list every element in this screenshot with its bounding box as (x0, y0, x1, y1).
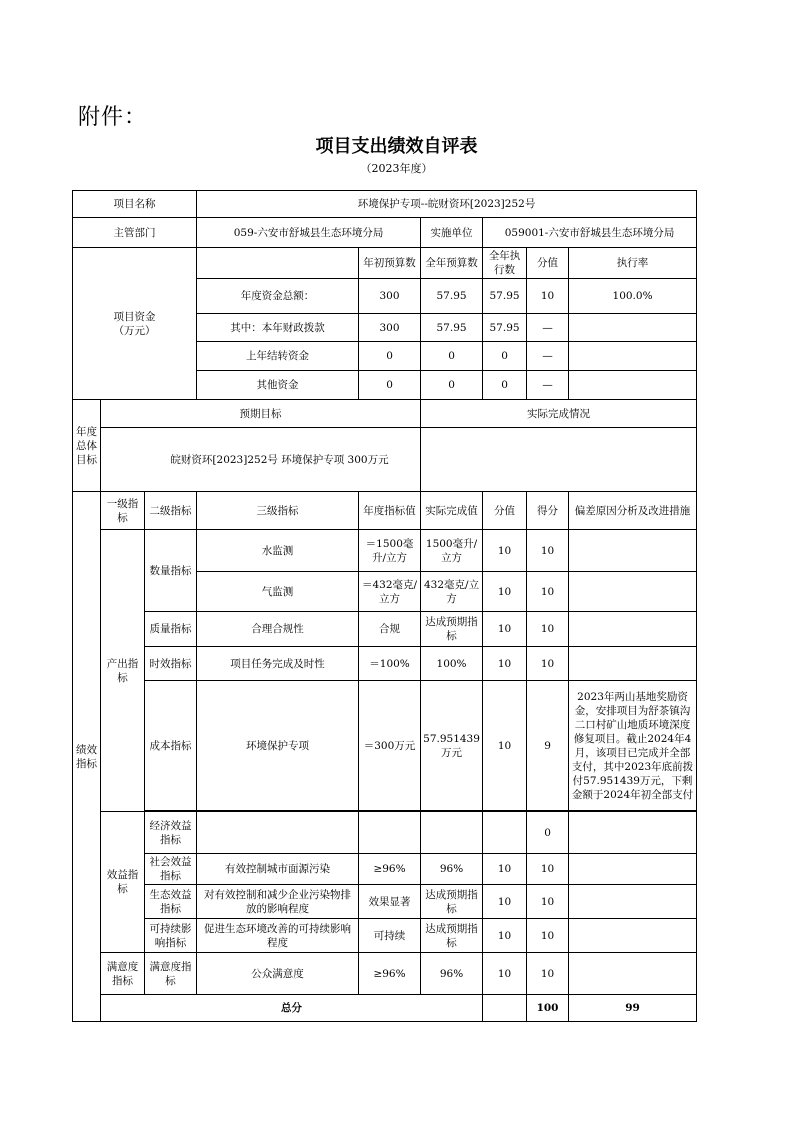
actual-goal-header: 实际完成情况 (421, 400, 697, 428)
indicator-got: 10 (527, 953, 569, 995)
indicator-got: 9 (527, 681, 569, 811)
funds-row-label: 其中：本年财政拨款 (197, 314, 359, 342)
funds-cell: 57.95 (483, 279, 527, 314)
indicator-note (569, 854, 697, 885)
indicator-name: 水监测 (197, 530, 359, 572)
indicator-note (569, 647, 697, 681)
total-row (73, 995, 697, 1022)
funds-cell: 57.95 (483, 314, 527, 342)
total-score: 100 (527, 995, 569, 1022)
indicator-actual: 达成预期指标 (421, 885, 483, 919)
indicator-score: 10 (483, 854, 527, 885)
total-blank (483, 995, 527, 1022)
indicator-row-econ (73, 812, 697, 854)
indicator-header-cell: 一级指标 (101, 492, 145, 530)
attachment-label: 附件： (78, 105, 148, 130)
indicator-note (569, 572, 697, 612)
indicator-name: 促进生态环境改善的可持续影响程度 (197, 919, 359, 953)
indicator-note (569, 812, 697, 854)
funds-cell: 300 (359, 314, 421, 342)
indicator-header-cell: 实际完成值 (421, 492, 483, 530)
indicator-actual (421, 812, 483, 854)
funds-cell (569, 342, 697, 371)
quality-indicator-label: 质量指标 (145, 612, 197, 647)
indicator-actual: 100% (421, 647, 483, 681)
indicator-header-cell: 三级指标 (197, 492, 359, 530)
indicator-note (569, 612, 697, 647)
time-indicator-label: 时效指标 (145, 647, 197, 681)
funds-cell: — (527, 371, 569, 400)
eco-indicator-label: 生态效益指标 (145, 885, 197, 919)
funds-header-cell: 年初预算数 (359, 248, 421, 279)
indicator-note (569, 885, 697, 919)
indicator-actual: 1500毫升/立方 (421, 530, 483, 572)
funds-cell: 0 (421, 371, 483, 400)
indicator-row-sustain (73, 919, 697, 953)
project-name-value: 环境保护专项--皖财资环[2023]252号 (197, 191, 697, 218)
funds-header-cell: 全年预算数 (421, 248, 483, 279)
indicator-note: 2023年两山基地奖励资金，安排项目为舒茶镇沟二口村矿山地质环境深度修复项目。截止2024年4月，该项目已完成并全部支付，其中2023年底前拨付57.951439万元，下剩金额于2024年初全部支付 (569, 681, 697, 811)
funds-cell: 57.95 (421, 279, 483, 314)
funds-row-label: 年度资金总额： (197, 279, 359, 314)
indicator-header-cell: 偏差原因分析及改进措施 (569, 492, 697, 530)
satisfaction-indicator-label: 满意度指标 (101, 953, 145, 995)
project-name-label: 项目名称 (73, 191, 197, 218)
indicator-target: ＝300万元 (359, 681, 421, 811)
impl-value: 059001-六安市舒城县生态环境分局 (483, 218, 697, 248)
sustain-indicator-label: 可持续影响指标 (145, 919, 197, 953)
indicator-score: 10 (483, 953, 527, 995)
goals-content-row (73, 428, 697, 492)
indicator-target: 合规 (359, 612, 421, 647)
page-title: 项目支出绩效自评表 (315, 136, 478, 157)
indicator-got: 10 (527, 854, 569, 885)
indicator-note (569, 530, 697, 572)
indicator-score: 10 (483, 885, 527, 919)
indicator-target: ＝100% (359, 647, 421, 681)
funds-header-cell: 执行率 (569, 248, 697, 279)
indicator-actual: 96% (421, 854, 483, 885)
funds-cell (569, 371, 697, 400)
page-subtitle-year: （2023年度） (360, 162, 433, 175)
funds-cell: 0 (483, 342, 527, 371)
total-got: 99 (569, 995, 697, 1022)
dept-label: 主管部门 (73, 218, 197, 248)
funds-cell: 100.0% (569, 279, 697, 314)
indicator-target: ≥96% (359, 854, 421, 885)
indicator-row-quality (73, 612, 697, 647)
funds-header-row (73, 248, 697, 279)
indicator-note (569, 953, 697, 995)
indicator-got: 10 (527, 612, 569, 647)
funds-row-label: 其他资金 (197, 371, 359, 400)
impl-label: 实施单位 (421, 218, 483, 248)
indicator-name: 公众满意度 (197, 953, 359, 995)
social-indicator-label: 社会效益指标 (145, 854, 197, 885)
indicator-score: 10 (483, 612, 527, 647)
quantity-indicator-label: 数量指标 (145, 530, 197, 612)
indicator-row-water (73, 530, 697, 572)
indicator-score: 10 (483, 647, 527, 681)
indicator-target: ＝1500毫升/立方 (359, 530, 421, 572)
expected-goal-header: 预期目标 (101, 400, 421, 428)
funds-header-cell: 全年执行数 (483, 248, 527, 279)
indicator-name (197, 812, 359, 854)
funds-cell: — (527, 342, 569, 371)
indicator-score: 10 (483, 530, 527, 572)
indicator-header-cell: 得分 (527, 492, 569, 530)
econ-indicator-label: 经济效益指标 (145, 812, 197, 854)
indicator-row-cost (73, 681, 697, 811)
indicator-target: 效果显著 (359, 885, 421, 919)
indicator-name: 气监测 (197, 572, 359, 612)
indicator-actual: 达成预期指标 (421, 919, 483, 953)
funds-header-cell: 分值 (527, 248, 569, 279)
indicator-score (483, 812, 527, 854)
expected-goal-text: 皖财资环[2023]252号 环境保护专项 300万元 (101, 428, 421, 492)
performance-table (72, 190, 697, 1022)
indicator-row-social (73, 854, 697, 885)
goals-label: 年度总体目标 (73, 400, 101, 492)
indicator-header-cell: 年度指标值 (359, 492, 421, 530)
funds-cell: — (527, 314, 569, 342)
indicator-row-eco (73, 885, 697, 919)
indicator-got: 0 (527, 812, 569, 854)
indicator-target (359, 812, 421, 854)
indicator-actual: 96% (421, 953, 483, 995)
indicator-row-time (73, 647, 697, 681)
indicator-got: 10 (527, 885, 569, 919)
project-name-row (73, 191, 697, 218)
indicator-header-cell: 分值 (483, 492, 527, 530)
indicators-header-row (73, 492, 697, 530)
funds-cell: 0 (359, 342, 421, 371)
funds-cell: 0 (483, 371, 527, 400)
funds-cell: 0 (359, 371, 421, 400)
indicator-name: 对有效控制和减少企业污染物排放的影响程度 (197, 885, 359, 919)
indicator-actual: 57.951439万元 (421, 681, 483, 811)
indicator-note (569, 919, 697, 953)
benefit-indicator-label: 效益指标 (101, 812, 145, 953)
funds-cell: 300 (359, 279, 421, 314)
indicator-target: ＝432毫克/立方 (359, 572, 421, 612)
indicator-actual: 达成预期指标 (421, 612, 483, 647)
indicators-label: 绩效指标 (73, 492, 101, 1022)
output-indicator-label: 产出指标 (101, 530, 145, 812)
indicator-name: 合理合规性 (197, 612, 359, 647)
indicator-name: 环境保护专项 (197, 681, 359, 811)
indicator-score: 10 (483, 572, 527, 612)
indicator-got: 10 (527, 919, 569, 953)
department-row (73, 218, 697, 248)
indicator-header-cell: 二级指标 (145, 492, 197, 530)
funds-cell: 0 (421, 342, 483, 371)
indicator-actual: 432毫克/立方 (421, 572, 483, 612)
indicator-name: 项目任务完成及时性 (197, 647, 359, 681)
funds-cell (569, 314, 697, 342)
funds-label: 项目资金 （万元） (73, 248, 197, 400)
indicator-target: 可持续 (359, 919, 421, 953)
funds-row-label: 上年结转资金 (197, 342, 359, 371)
cost-indicator-label: 成本指标 (145, 681, 197, 811)
indicator-got: 10 (527, 572, 569, 612)
indicator-target: ≥96% (359, 953, 421, 995)
indicator-row-satisfaction (73, 953, 697, 995)
indicator-score: 10 (483, 919, 527, 953)
funds-header-blank (197, 248, 359, 279)
actual-goal-text (421, 428, 697, 492)
funds-cell: 10 (527, 279, 569, 314)
total-label: 总分 (101, 995, 483, 1022)
indicator-name: 有效控制城市面源污染 (197, 854, 359, 885)
dept-value: 059-六安市舒城县生态环境分局 (197, 218, 421, 248)
funds-cell: 57.95 (421, 314, 483, 342)
indicator-score: 10 (483, 681, 527, 811)
indicator-got: 10 (527, 530, 569, 572)
satisfaction-sub-label: 满意度指标 (145, 953, 197, 995)
indicator-got: 10 (527, 647, 569, 681)
goals-header-row (73, 400, 697, 428)
